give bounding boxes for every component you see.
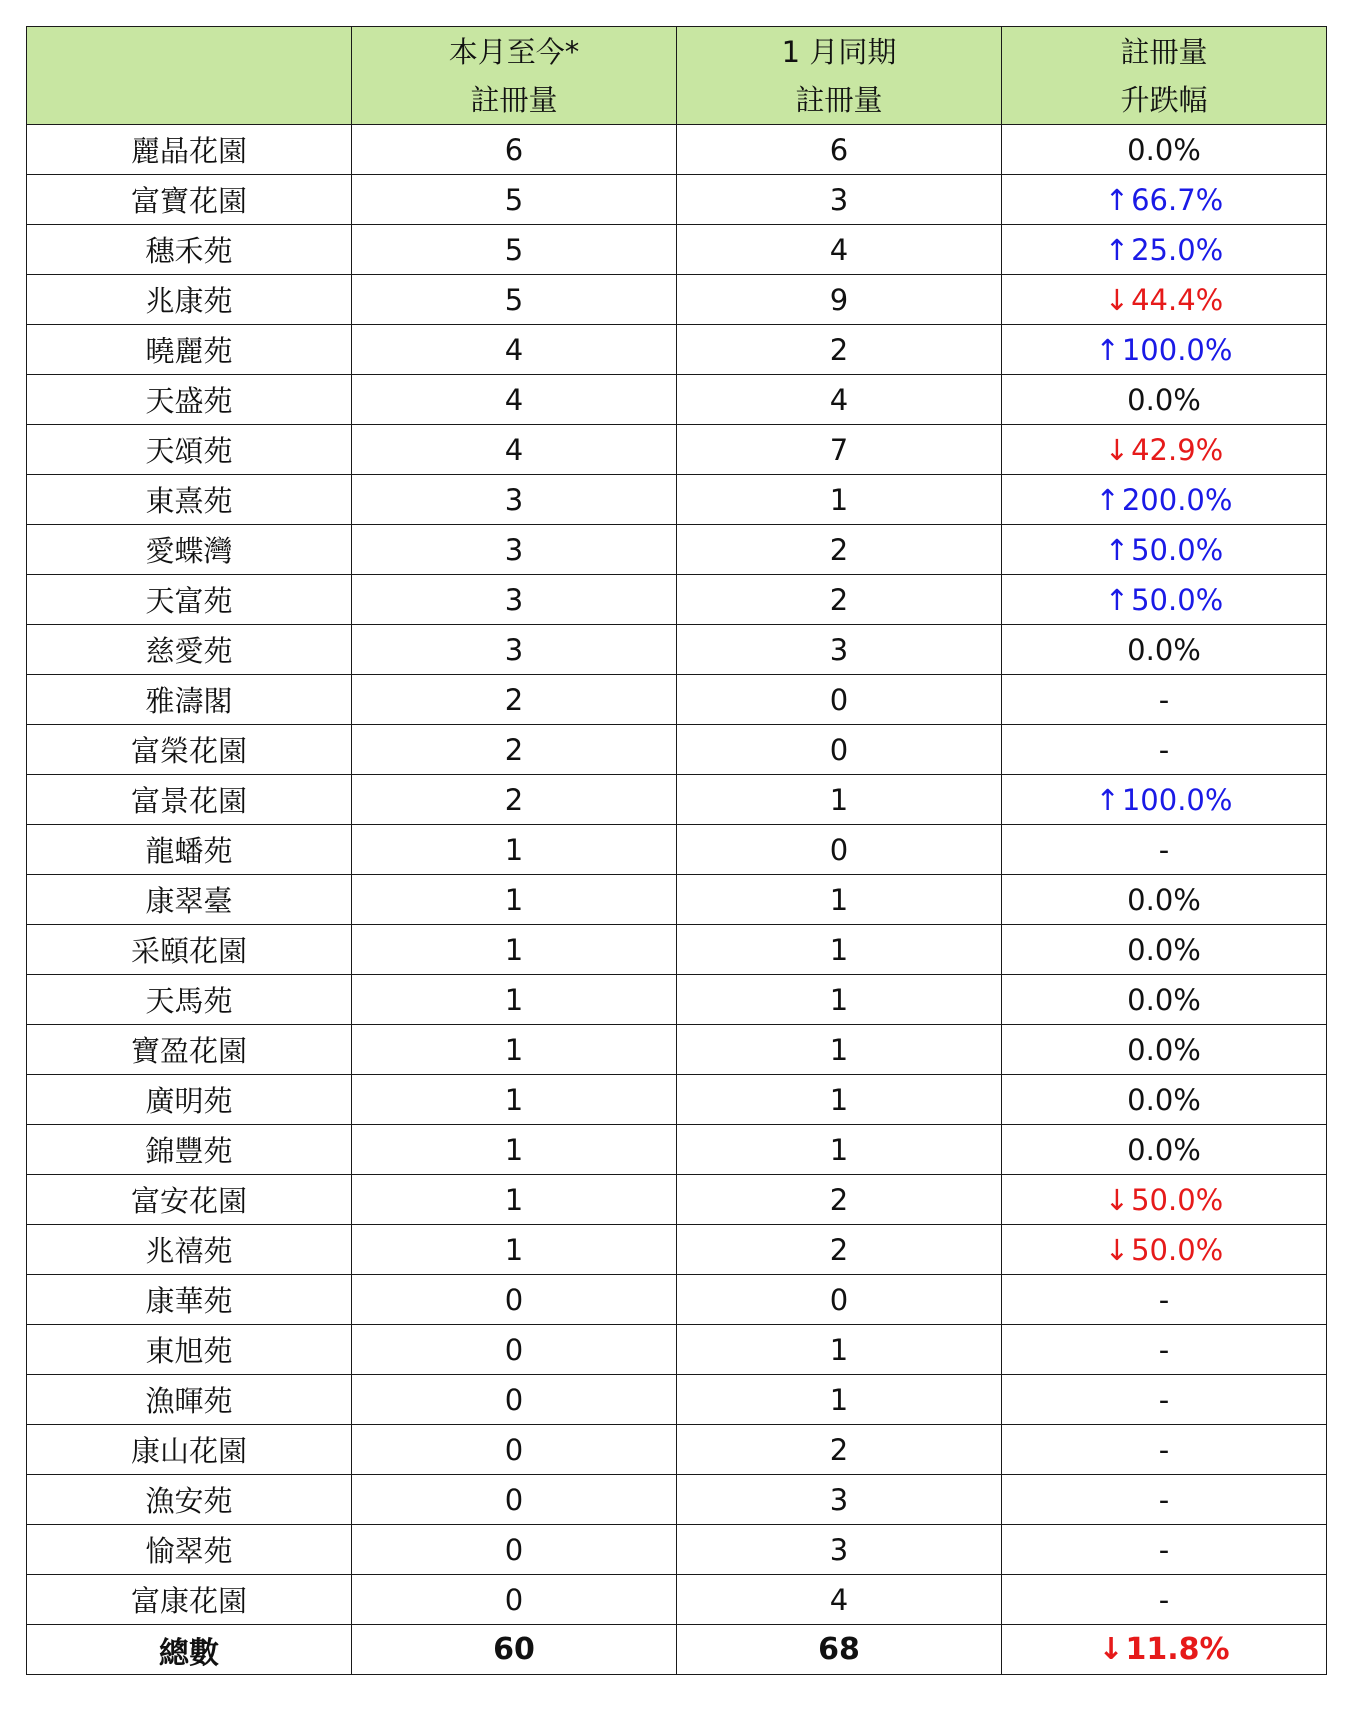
total-row <box>27 1625 1327 1675</box>
mtd-count: 1 <box>352 975 677 1025</box>
estate-name: 天富苑 <box>27 575 352 625</box>
estate-name: 錦豐苑 <box>27 1125 352 1175</box>
jan-count: 0 <box>677 825 1002 875</box>
change-text: 50.0% <box>1131 532 1224 567</box>
table-row <box>27 975 1327 1025</box>
mtd-count: 2 <box>352 675 677 725</box>
estate-name: 富寶花園 <box>27 175 352 225</box>
change-text: - <box>1158 1382 1170 1417</box>
change-cell <box>1002 225 1327 275</box>
mtd-count: 1 <box>352 1075 677 1125</box>
header-jan-line2: 註冊量 <box>795 82 883 117</box>
change-cell <box>1002 1525 1327 1575</box>
change-value <box>1096 783 1233 817</box>
estate-name: 東熹苑 <box>27 475 352 525</box>
change-cell <box>1002 675 1327 725</box>
estate-name: 漁安苑 <box>27 1475 352 1525</box>
mtd-count: 0 <box>352 1575 677 1625</box>
change-value <box>1159 1333 1169 1367</box>
estate-name: 富榮花園 <box>27 725 352 775</box>
mtd-count: 1 <box>352 925 677 975</box>
change-value <box>1159 1383 1169 1417</box>
change-value <box>1127 1083 1201 1117</box>
table-row <box>27 925 1327 975</box>
change-cell <box>1002 625 1327 675</box>
change-text: 0.0% <box>1127 382 1201 417</box>
jan-count: 1 <box>677 775 1002 825</box>
estate-name: 富景花園 <box>27 775 352 825</box>
mtd-count: 0 <box>352 1375 677 1425</box>
table-row <box>27 675 1327 725</box>
table-footer <box>27 1625 1327 1675</box>
jan-count: 2 <box>677 1225 1002 1275</box>
change-cell <box>1002 1225 1327 1275</box>
change-value <box>1105 583 1223 617</box>
arrow-down-icon: ↓ <box>1104 282 1130 317</box>
mtd-count: 4 <box>352 375 677 425</box>
change-value <box>1105 283 1223 317</box>
table-row <box>27 1325 1327 1375</box>
total-change-value <box>1098 1632 1229 1667</box>
change-value <box>1105 533 1223 567</box>
change-cell <box>1002 125 1327 175</box>
arrow-up-icon: ↑ <box>1104 182 1130 217</box>
change-text: - <box>1158 1532 1170 1567</box>
change-value <box>1105 433 1223 467</box>
change-value <box>1159 1433 1169 1467</box>
mtd-count: 0 <box>352 1475 677 1525</box>
change-text: 0.0% <box>1127 882 1201 917</box>
jan-count: 4 <box>677 225 1002 275</box>
table-row <box>27 525 1327 575</box>
estate-name: 康山花園 <box>27 1425 352 1475</box>
estate-name: 穗禾苑 <box>27 225 352 275</box>
change-text: 0.0% <box>1127 982 1201 1017</box>
total-label: 總數 <box>27 1625 352 1675</box>
estate-name: 康華苑 <box>27 1275 352 1325</box>
estate-name: 天盛苑 <box>27 375 352 425</box>
estate-name: 慈愛苑 <box>27 625 352 675</box>
change-text: 100.0% <box>1121 332 1233 367</box>
change-text: 100.0% <box>1121 782 1233 817</box>
change-cell <box>1002 1325 1327 1375</box>
jan-count: 3 <box>677 625 1002 675</box>
change-cell <box>1002 375 1327 425</box>
jan-count: 4 <box>677 1575 1002 1625</box>
mtd-count: 3 <box>352 475 677 525</box>
table-row <box>27 575 1327 625</box>
change-value <box>1127 983 1201 1017</box>
jan-count: 1 <box>677 925 1002 975</box>
header-jan-line1: 1 月同期 <box>781 34 897 69</box>
estate-name: 兆禧苑 <box>27 1225 352 1275</box>
change-cell <box>1002 875 1327 925</box>
change-cell <box>1002 1275 1327 1325</box>
change-value <box>1127 883 1201 917</box>
estate-name: 廣明苑 <box>27 1075 352 1125</box>
total-change <box>1002 1625 1327 1675</box>
change-cell <box>1002 1475 1327 1525</box>
jan-count: 3 <box>677 1525 1002 1575</box>
change-cell <box>1002 1125 1327 1175</box>
table-row <box>27 1275 1327 1325</box>
mtd-count: 3 <box>352 625 677 675</box>
table-row <box>27 475 1327 525</box>
mtd-count: 2 <box>352 775 677 825</box>
change-cell <box>1002 175 1327 225</box>
arrow-up-icon: ↑ <box>1104 582 1130 617</box>
jan-count: 1 <box>677 875 1002 925</box>
estate-name: 康翠臺 <box>27 875 352 925</box>
mtd-count: 1 <box>352 875 677 925</box>
change-text: 42.9% <box>1131 432 1224 467</box>
mtd-count: 6 <box>352 125 677 175</box>
table-row <box>27 1225 1327 1275</box>
estate-name: 富康花園 <box>27 1575 352 1625</box>
mtd-count: 5 <box>352 275 677 325</box>
change-value <box>1127 1133 1201 1167</box>
estate-name: 漁暉苑 <box>27 1375 352 1425</box>
change-text: 50.0% <box>1131 582 1224 617</box>
jan-count: 2 <box>677 525 1002 575</box>
jan-count: 1 <box>677 1075 1002 1125</box>
arrow-up-icon: ↑ <box>1095 482 1120 517</box>
change-value <box>1127 1033 1201 1067</box>
jan-count: 1 <box>677 1025 1002 1075</box>
jan-count: 2 <box>677 575 1002 625</box>
change-text: 44.4% <box>1131 282 1224 317</box>
change-text: 0.0% <box>1127 1032 1201 1067</box>
change-text: 66.7% <box>1131 182 1224 217</box>
change-value <box>1127 633 1201 667</box>
header-change <box>1002 27 1327 125</box>
mtd-count: 1 <box>352 1025 677 1075</box>
arrow-up-icon: ↑ <box>1104 532 1130 567</box>
jan-count: 1 <box>677 1375 1002 1425</box>
table-row <box>27 375 1327 425</box>
table-row <box>27 275 1327 325</box>
estate-name: 曉麗苑 <box>27 325 352 375</box>
change-value <box>1159 1283 1169 1317</box>
estate-name: 天頌苑 <box>27 425 352 475</box>
table-row <box>27 1175 1327 1225</box>
arrow-down-icon: ↓ <box>1098 1632 1124 1667</box>
jan-count: 9 <box>677 275 1002 325</box>
arrow-up-icon: ↑ <box>1095 332 1120 367</box>
mtd-count: 0 <box>352 1325 677 1375</box>
mtd-count: 5 <box>352 175 677 225</box>
table-row <box>27 875 1327 925</box>
estate-name: 龍蟠苑 <box>27 825 352 875</box>
table-row <box>27 325 1327 375</box>
change-text: 0.0% <box>1127 1082 1201 1117</box>
estate-name: 兆康苑 <box>27 275 352 325</box>
registration-table <box>26 26 1327 1675</box>
change-cell <box>1002 825 1327 875</box>
table-row <box>27 1125 1327 1175</box>
header-change-line2: 升跌幅 <box>1120 82 1208 117</box>
total-mtd: 60 <box>352 1625 677 1675</box>
change-value <box>1159 1583 1169 1617</box>
change-cell <box>1002 275 1327 325</box>
table-row <box>27 125 1327 175</box>
change-text: 0.0% <box>1127 932 1201 967</box>
table-row <box>27 625 1327 675</box>
change-text: 0.0% <box>1127 632 1201 667</box>
mtd-count: 1 <box>352 825 677 875</box>
estate-name: 愛蝶灣 <box>27 525 352 575</box>
header-change-line1: 註冊量 <box>1120 34 1208 69</box>
arrow-up-icon: ↑ <box>1095 782 1120 817</box>
change-value <box>1096 333 1233 367</box>
change-cell <box>1002 1025 1327 1075</box>
change-cell <box>1002 1375 1327 1425</box>
change-cell <box>1002 475 1327 525</box>
change-value <box>1127 933 1201 967</box>
jan-count: 1 <box>677 1125 1002 1175</box>
header-mtd-line2: 註冊量 <box>470 82 558 117</box>
estate-name: 東旭苑 <box>27 1325 352 1375</box>
mtd-count: 3 <box>352 575 677 625</box>
mtd-count: 1 <box>352 1225 677 1275</box>
change-value <box>1096 483 1233 517</box>
change-text: 50.0% <box>1131 1232 1224 1267</box>
table-row <box>27 175 1327 225</box>
table-body <box>27 125 1327 1625</box>
table-header <box>27 27 1327 125</box>
change-text: 200.0% <box>1121 482 1233 517</box>
change-cell <box>1002 1175 1327 1225</box>
change-cell <box>1002 325 1327 375</box>
mtd-count: 3 <box>352 525 677 575</box>
table-row <box>27 1375 1327 1425</box>
mtd-count: 4 <box>352 425 677 475</box>
change-cell <box>1002 725 1327 775</box>
estate-name: 雅濤閣 <box>27 675 352 725</box>
change-value <box>1159 1533 1169 1567</box>
table-row <box>27 775 1327 825</box>
change-cell <box>1002 425 1327 475</box>
header-jan <box>677 27 1002 125</box>
change-cell <box>1002 1425 1327 1475</box>
jan-count: 0 <box>677 675 1002 725</box>
arrow-down-icon: ↓ <box>1104 1232 1130 1267</box>
change-text: - <box>1158 732 1170 767</box>
total-jan: 68 <box>677 1625 1002 1675</box>
change-value <box>1105 183 1223 217</box>
jan-count: 3 <box>677 175 1002 225</box>
mtd-count: 0 <box>352 1275 677 1325</box>
change-cell <box>1002 525 1327 575</box>
jan-count: 2 <box>677 325 1002 375</box>
header-estate <box>27 27 352 125</box>
jan-count: 0 <box>677 725 1002 775</box>
jan-count: 1 <box>677 975 1002 1025</box>
jan-count: 2 <box>677 1425 1002 1475</box>
header-mtd-line1: 本月至今* <box>448 34 580 69</box>
change-value <box>1159 683 1169 717</box>
change-cell <box>1002 975 1327 1025</box>
jan-count: 1 <box>677 1325 1002 1375</box>
table-row <box>27 425 1327 475</box>
change-value <box>1105 1183 1223 1217</box>
change-cell <box>1002 575 1327 625</box>
change-text: - <box>1158 832 1170 867</box>
change-cell <box>1002 1075 1327 1125</box>
change-cell <box>1002 925 1327 975</box>
header-mtd <box>352 27 677 125</box>
table-row <box>27 1525 1327 1575</box>
jan-count: 3 <box>677 1475 1002 1525</box>
change-text: - <box>1158 1332 1170 1367</box>
table-row <box>27 1425 1327 1475</box>
change-text: - <box>1158 1432 1170 1467</box>
mtd-count: 0 <box>352 1425 677 1475</box>
change-text: 0.0% <box>1127 1132 1201 1167</box>
arrow-down-icon: ↓ <box>1104 1182 1130 1217</box>
change-value <box>1105 1233 1223 1267</box>
mtd-count: 2 <box>352 725 677 775</box>
header-row <box>27 27 1327 125</box>
change-value <box>1159 733 1169 767</box>
mtd-count: 1 <box>352 1125 677 1175</box>
jan-count: 4 <box>677 375 1002 425</box>
mtd-count: 0 <box>352 1525 677 1575</box>
change-cell <box>1002 775 1327 825</box>
change-cell <box>1002 1575 1327 1625</box>
table-row <box>27 725 1327 775</box>
table-row <box>27 225 1327 275</box>
estate-name: 天馬苑 <box>27 975 352 1025</box>
change-text: 25.0% <box>1131 232 1224 267</box>
change-value <box>1127 133 1201 167</box>
change-value <box>1159 833 1169 867</box>
estate-name: 采頤花園 <box>27 925 352 975</box>
mtd-count: 1 <box>352 1175 677 1225</box>
change-value <box>1105 233 1223 267</box>
change-text: - <box>1158 682 1170 717</box>
change-text: - <box>1158 1282 1170 1317</box>
table-row <box>27 1575 1327 1625</box>
arrow-up-icon: ↑ <box>1104 232 1130 267</box>
change-text: - <box>1158 1582 1170 1617</box>
table-row <box>27 825 1327 875</box>
table-row <box>27 1475 1327 1525</box>
jan-count: 7 <box>677 425 1002 475</box>
jan-count: 0 <box>677 1275 1002 1325</box>
jan-count: 2 <box>677 1175 1002 1225</box>
estate-name: 寶盈花園 <box>27 1025 352 1075</box>
change-text: 50.0% <box>1131 1182 1224 1217</box>
mtd-count: 5 <box>352 225 677 275</box>
change-text: 0.0% <box>1127 132 1201 167</box>
mtd-count: 4 <box>352 325 677 375</box>
estate-name: 麗晶花園 <box>27 125 352 175</box>
jan-count: 6 <box>677 125 1002 175</box>
arrow-down-icon: ↓ <box>1104 432 1130 467</box>
table-row <box>27 1075 1327 1125</box>
table-row <box>27 1025 1327 1075</box>
total-change-text: 11.8% <box>1125 1632 1230 1667</box>
change-text: - <box>1158 1482 1170 1517</box>
jan-count: 1 <box>677 475 1002 525</box>
change-value <box>1159 1483 1169 1517</box>
change-value <box>1127 383 1201 417</box>
estate-name: 愉翠苑 <box>27 1525 352 1575</box>
estate-name: 富安花園 <box>27 1175 352 1225</box>
